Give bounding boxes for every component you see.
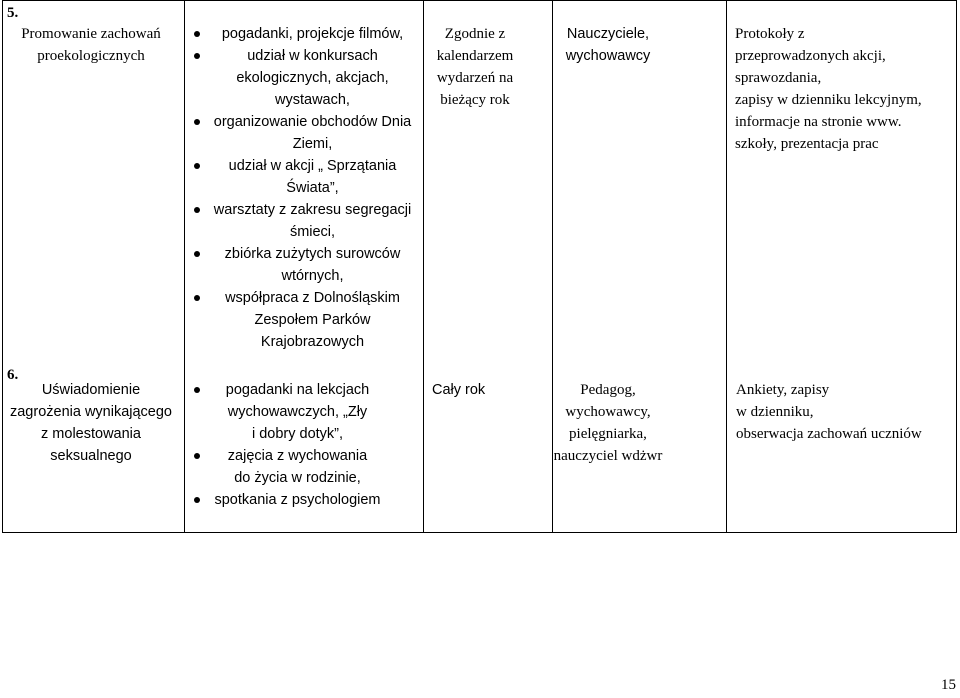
activity-item: zbiórka zużytych surowców wtórnych, [194,243,419,287]
bullet-icon [194,387,200,393]
activity-item: współpraca z Dolnośląskim Zespołem Parków Krajobrazowych [194,287,419,353]
activity-list [194,379,389,511]
row-number: 5. [7,5,19,21]
page-number: 15 [941,677,956,693]
activity-item: zajęcia z wychowania do życia w rodzinie, [194,445,389,489]
row-responsible: Nauczyciele, wychowawcy [565,26,651,64]
row-responsible: Pedagog, wychowawcy, pielęgniarka, nauczyciel wdżwr [553,382,663,464]
row-number: 6. [7,367,19,383]
activity-item: pogadanki, projekcje filmów, [194,23,419,45]
row-term: Zgodnie z kalendarzem wydarzeń na bieżący rok [436,26,514,108]
bullet-icon [194,163,200,169]
activity-item: udział w konkursach ekologicznych, akcjach, wystawach, [194,45,419,111]
bullet-icon [194,497,200,503]
column-divider [184,1,185,532]
row-evidence: Protokoły z przeprowadzonych akcji, sprawozdania, zapisy w dzienniku lekcyjnym, informacje na stronie www. szkoły, prezentacja prac [735,26,922,152]
bullet-icon [194,119,200,125]
topic-line: Promowanie zachowań [21,26,161,42]
activity-list [194,23,419,353]
activity-item: udział w akcji „ Sprzątania Świata”, [194,155,419,199]
bullet-icon [194,207,200,213]
column-divider [423,1,424,532]
bullet-icon [194,295,200,301]
row-topic: Uświadomienie zagrożenia wynikającego z molestowania seksualnego [9,382,172,464]
row-topic [6,23,176,67]
column-divider [726,1,727,532]
row-evidence: Ankiety, zapisy w dzienniku, obserwacja zachowań uczniów [736,382,922,442]
row-term: Cały rok [432,382,486,398]
topic-line: proekologicznych [37,48,145,64]
activity-item: organizowanie obchodów Dnia Ziemi, [194,111,419,155]
bullet-icon [194,53,200,59]
bullet-icon [194,453,200,459]
bullet-icon [194,251,200,257]
activity-item: spotkania z psychologiem [194,489,389,511]
activity-item: pogadanki na lekcjach wychowawczych, „Zły i dobry dotyk”, [194,379,389,445]
activity-item: warsztaty z zakresu segregacji śmieci, [194,199,419,243]
bullet-icon [194,31,200,37]
